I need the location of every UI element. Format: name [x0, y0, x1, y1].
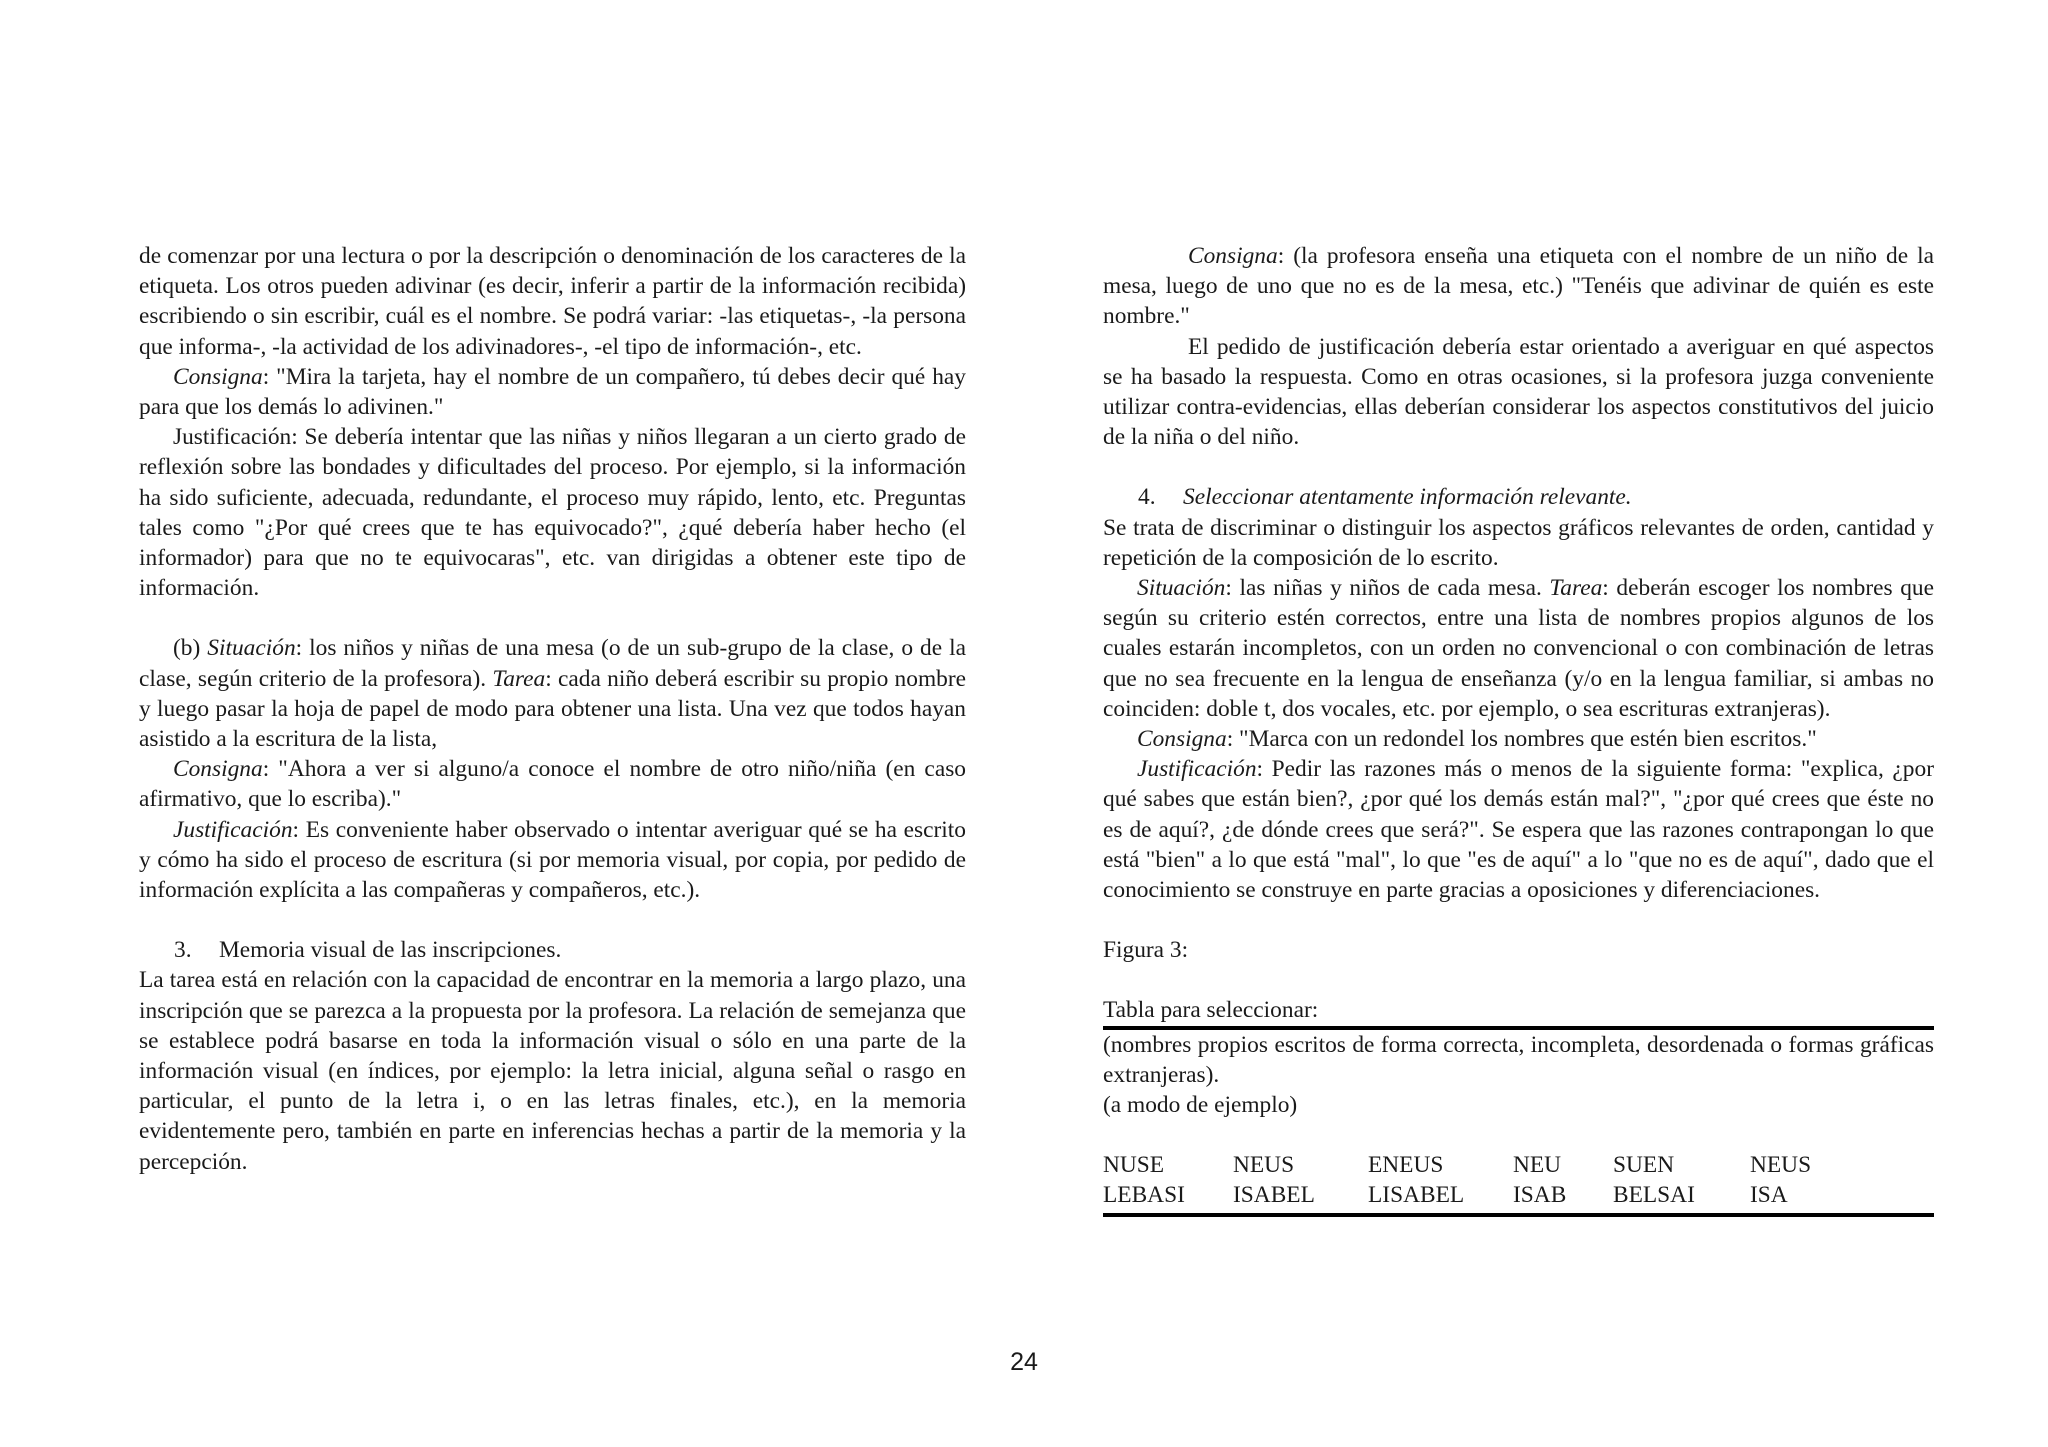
- left-column: [139, 241, 966, 1177]
- name-cell: ENEUS: [1368, 1152, 1444, 1179]
- name-cell: LEBASI: [1103, 1182, 1185, 1209]
- section-heading: 4. Seleccionar atentamente información relevante.: [1138, 484, 1632, 511]
- name-cell: NEUS: [1750, 1152, 1812, 1179]
- names-row-2: [1103, 1180, 1934, 1210]
- right-column: [1103, 241, 1934, 1217]
- name-cell: ISA: [1750, 1182, 1788, 1209]
- paragraph: Consigna: "Ahora a ver si alguno/a conoce el nombre de otro niño/niña (en caso afirmativo, que lo escriba).": [139, 756, 966, 813]
- paragraph: La tarea está en relación con la capacidad de encontrar en la memoria a largo plazo, una inscripción que se parezca a la propuesta por la profesora. La relación de semejanza que se establece podrá basarse en toda la información visual o sólo en una parte de la información visual (en índices, por ejemplo: la letra inicial, alguna señal o rasgo en particular, el punto de la letra i, o en las letras finales, etc.), en la memoria evidentemente pero, también en parte en inferencias hechas a partir de la memoria y la percepción.: [139, 967, 966, 1175]
- paragraph: Justificación: Se debería intentar que las niñas y niños llegaran a un cierto grado de reflexión sobre las bondades y dificultades del proceso. Por ejemplo, si la información ha sido suficiente, adecuada, redundante, el proceso muy rápido, lento, etc. Preguntas tales como "¿Por qué crees que te has equivocado?", ¿qué debería haber hecho (el informador) para que no te equivocaras", etc. van dirigidas a obtener este tipo de información.: [139, 424, 966, 602]
- names-row-1: [1103, 1150, 1934, 1180]
- figure-label: Figura 3:: [1103, 937, 1189, 964]
- table-description: (nombres propios escritos de forma correcta, incompleta, desordenada o formas gráficas extranjeras).: [1103, 1031, 1934, 1088]
- paragraph: Justificación: Pedir las razones más o menos de la siguiente forma: "explica, ¿por qué sabes que están bien?, ¿por qué los demás están mal?", "¿por qué crees que éste no es de aquí?, ¿de dónde crees que será?". Se espera que las razones contrapongan lo que está "bien" a lo que está "mal", lo que "es de aquí" a lo "que no es de aquí", dado que el conocimiento se construye en parte gracias a oposiciones y diferenciaciones.: [1103, 756, 1934, 904]
- name-cell: SUEN: [1613, 1152, 1675, 1179]
- section-heading: 3. Memoria visual de las inscripciones.: [174, 937, 562, 964]
- name-cell: NEUS: [1233, 1152, 1295, 1179]
- names-table: [1103, 1026, 1934, 1217]
- paragraph: El pedido de justificación debería estar orientado a averiguar en qué aspectos se ha basado la respuesta. Como en otras ocasiones, si la profesora juzga conveniente utilizar contra-evidencias, ellas deberían considerar los aspectos constitutivos del juicio de la niña o del niño.: [1103, 333, 1934, 451]
- name-cell: NEU: [1513, 1152, 1562, 1179]
- consigna-label: Consigna: [173, 363, 263, 390]
- paragraph: Consigna: "Marca con un redondel los nombres que estén bien escritos.": [1137, 726, 1817, 753]
- name-cell: ISABEL: [1233, 1182, 1315, 1209]
- name-cell: NUSE: [1103, 1152, 1165, 1179]
- paragraph: Situación: las niñas y niños de cada mesa. Tarea: deberán escoger los nombres que según su criterio estén correctos, entre una lista de nombres propios algunos de los cuales estarán incompletos, con un orden no convencional o con combinación de letras que no sea frecuente en la lengua de enseñanza (y/o en la lengua familiar, si ambas no coinciden: doble t, dos vocales, etc. por ejemplo, o sea escrituras extranjeras).: [1103, 575, 1934, 722]
- table-title: Tabla para seleccionar:: [1103, 997, 1319, 1024]
- paragraph: (b) Situación: los niños y niñas de una mesa (o de un sub-grupo de la clase, o de la clase, según criterio de la profesora). Tarea: cada niño deberá escribir su propio nombre y luego pasar la hoja de papel de modo para obtener una lista. Una vez que todos hayan asistido a la escritura de la lista,: [139, 635, 967, 753]
- paragraph: Consigna: "Mira la tarjeta, hay el nombre de un compañero, tú debes decir qué hay para que los demás lo adivinen.": [139, 363, 966, 421]
- table-note: (a modo de ejemplo): [1103, 1092, 1298, 1119]
- paragraph: Se trata de discriminar o distinguir los aspectos gráficos relevantes de orden, cantidad y repetición de la composición de lo escrito.: [1103, 514, 1934, 571]
- page-number: 24: [1010, 1348, 1038, 1376]
- name-cell: ISAB: [1513, 1182, 1567, 1209]
- paragraph: Consigna: (la profesora enseña una etiqueta con el nombre de un niño de la mesa, luego de uno que no es de la mesa, etc.) "Tenéis que adivinar de quién es este nombre.": [1103, 243, 1934, 330]
- paragraph: de comenzar por una lectura o por la descripción o denominación de los caracteres de la etiqueta. Los otros pueden adivinar (es decir, inferir a partir de la información recibida) escribiendo o sin escribir, cuál es el nombre. Se podrá variar: -las etiquetas-, -la persona que informa-, -la actividad de los adivinadores-, -el tipo de información-, etc.: [139, 243, 966, 360]
- name-cell: LISABEL: [1368, 1182, 1465, 1209]
- name-cell: BELSAI: [1613, 1182, 1695, 1209]
- paragraph: Justificación: Es conveniente haber observado o intentar averiguar qué se ha escrito y cómo ha sido el proceso de escritura (si por memoria visual, por copia, por pedido de información explícita a las compañeras y compañeros, etc.).: [139, 816, 966, 904]
